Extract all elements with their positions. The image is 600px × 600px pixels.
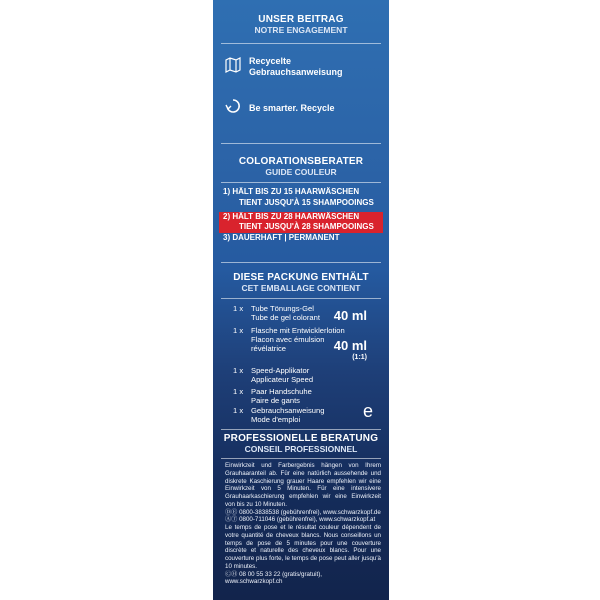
engagement-item-label: Recycelte Gebrauchsanweisung: [249, 56, 343, 78]
advice-text: [225, 462, 381, 586]
package-item-gloves: [233, 387, 312, 405]
divider: [221, 429, 381, 430]
item-de: Speed-Applikator: [251, 366, 310, 375]
item-amount-ratio: (1:1): [352, 353, 367, 361]
guide-row-de: 1) HÄLT BIS ZU 15 HAARWÄSCHEN: [223, 187, 360, 196]
guide-row-fr: TIENT JUSQU'À 15 SHAMPOOINGS: [239, 197, 374, 207]
guide-title-de: COLORATIONSBERATER: [238, 156, 364, 167]
advice-title-fr: CONSEIL PROFESSIONNEL: [244, 443, 358, 454]
advice-title-de: PROFESSIONELLE BERATUNG: [223, 433, 379, 444]
item-fr: Flacon avec émulsion révélatrice: [251, 335, 325, 354]
item-qty: 1 x: [233, 304, 244, 313]
item-de: Gebrauchsanweisung: [251, 406, 325, 415]
item-qty: 1 x: [233, 326, 244, 335]
item-de: Flasche mit Entwicklerlotion: [251, 326, 345, 335]
item-amount-value: 40 ml: [333, 338, 367, 353]
estimated-quantity-mark: e: [362, 401, 373, 421]
item-fr: Tube de gel colorant: [251, 313, 320, 323]
advice-header: [213, 433, 389, 454]
manual-icon: [225, 57, 241, 78]
item-fr: Paire de gants: [251, 396, 300, 406]
guide-row-1: [219, 187, 383, 209]
package-item-gel: [233, 304, 320, 322]
divider: [221, 298, 381, 299]
engagement-title-fr: NOTRE ENGAGEMENT: [254, 24, 348, 35]
recycle-icon: [225, 98, 241, 119]
package-title-fr: CET EMBALLAGE CONTIENT: [241, 282, 361, 293]
advice-text-fr: Le temps de pose et le résultat couleur dépendent de votre quantité de cheveux blancs. Nous conseillons un temps de pose de 5 minutes pour une couverture discrète et naturelle des cheveux blancs. Pour une couverture plus forte, le temps de pose peut aller jusqu'à 10 minutes.: [225, 524, 381, 570]
advice-contact-de: ⒹⒺ 0800-3838538 (gebührenfrei), www.schwarzkopf.de: [225, 508, 381, 516]
engagement-item-recycle: [225, 98, 335, 119]
item-qty: 1 x: [233, 366, 244, 375]
guide-row-fr: TIENT JUSQU'À 28 SHAMPOOINGS: [239, 222, 374, 232]
engagement-item-manual: [225, 56, 343, 79]
package-item-applicator: [233, 366, 313, 384]
guide-row-de: 2) HÄLT BIS ZU 28 HAARWÄSCHEN: [223, 211, 360, 221]
advice-text-de: Einwirkzeit und Farbergebnis hängen von Ihrem Grauhaaranteil ab. Für eine natürlich aussehende und diskrete Kaschierung grauer Haare empfehlen wir eine Einwirkzeit von 5 Minuten. Für eine intensivere Grauhaarkaschierung empfehlen wir eine Einwirkzeit von bis zu 10 Minuten.: [225, 462, 381, 508]
engagement-header: [213, 14, 389, 35]
package-header: [213, 272, 389, 293]
guide-row-2-highlighted: [219, 212, 383, 234]
divider: [221, 262, 381, 263]
item-fr: Applicateur Speed: [251, 375, 314, 385]
item-qty: 1 x: [233, 387, 244, 396]
item-amount: [334, 338, 367, 362]
divider: [221, 43, 381, 44]
package-item-manual: [233, 406, 324, 424]
package-title-de: DIESE PACKUNG ENTHÄLT: [233, 272, 369, 283]
item-de: Tube Tönungs-Gel: [251, 304, 314, 313]
item-fr: Mode d'emploi: [251, 415, 301, 425]
item-de: Paar Handschuhe: [251, 387, 312, 396]
guide-row-de: 3) DAUERHAFT | PERMANENT: [223, 233, 340, 243]
item-qty: 1 x: [233, 406, 244, 415]
product-side-panel: [213, 0, 389, 600]
guide-list: [219, 187, 383, 244]
package-item-developer: [233, 326, 347, 353]
divider: [221, 143, 381, 144]
item-amount: 40 ml: [333, 308, 367, 323]
engagement-item-label: Be smarter. Recycle: [249, 102, 335, 113]
divider: [221, 182, 381, 183]
advice-contact-at: ⒶⓉ 0800-711046 (gebührenfrei), www.schwarzkopf.at: [225, 516, 376, 524]
guide-title-fr: GUIDE COULEUR: [265, 166, 337, 177]
advice-contact-ch: ⒸⒽ 08 00 55 33 22 (gratis/gratuit), www.schwarzkopf.ch: [225, 570, 322, 586]
engagement-title-de: UNSER BEITRAG: [258, 14, 344, 25]
guide-row-3: [219, 233, 383, 244]
divider: [221, 458, 381, 459]
guide-header: [213, 156, 389, 177]
